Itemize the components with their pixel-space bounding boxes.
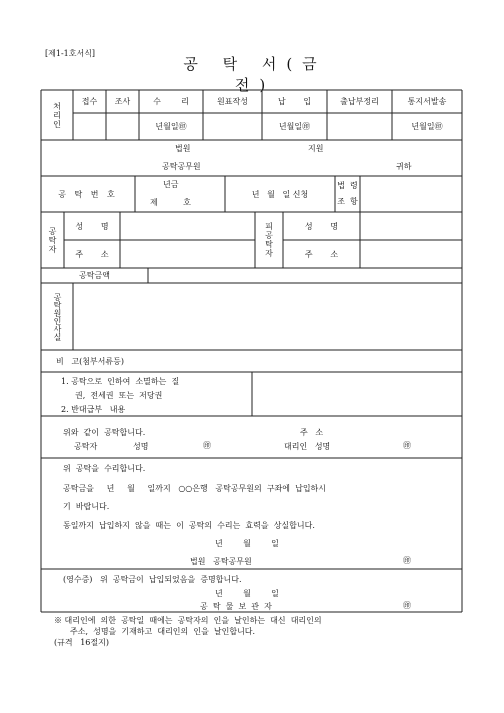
acceptance-officer: 법원 공탁공무원: [190, 557, 252, 566]
col-notice: 통지서발송: [407, 97, 447, 106]
agent-seal: ㊞: [403, 441, 411, 450]
court-label: 법원: [175, 144, 191, 153]
extinguished-line3: 2. 반대급부 내용: [61, 405, 126, 414]
officer-label: 공탁공무원: [162, 162, 201, 171]
keeper-seal: ㊞: [403, 601, 411, 610]
col-ledger: 원표작성: [217, 97, 248, 106]
depositee-name-label: 성 명: [304, 221, 339, 231]
deposit-no-label: 공 탁 번 호: [58, 189, 118, 199]
officer-seal: ㊞: [403, 556, 411, 565]
request-address-label: 주 소: [300, 428, 324, 437]
receipt-date: 년 월 일: [215, 589, 279, 598]
remarks-label: 비 고(첨부서류등): [56, 356, 124, 366]
footnote-spec: (규격 16절지): [54, 638, 109, 647]
acceptance-line2: 공탁금을 년 월 일까지 ○○은행 공탁공무원의 구좌에 납입하시: [63, 484, 327, 493]
col-investigation: 조사: [114, 97, 131, 106]
col-acceptance: 수 리: [153, 97, 189, 106]
depositor-label: 공탁자: [48, 226, 57, 254]
receipt-keeper: 공 탁 물 보 관 자: [200, 602, 272, 611]
branch-label: 지원: [308, 144, 324, 153]
footnote-line1: ※ 대리인에 의한 공탁일 때에는 공탁자의 인을 날인하는 대신 대리인의: [54, 616, 322, 625]
footnote-line2: 주소, 성명을 기재하고 대리인의 인을 날인합니다.: [70, 627, 256, 636]
acceptance-line4: 동일까지 납입하지 않을 때는 이 공탁의 수리는 효력을 상실합니다.: [63, 521, 315, 530]
date-stamp-notice: 년월일㊞: [411, 122, 443, 131]
request-text: 위와 같이 공탁합니다.: [63, 428, 146, 437]
date-stamp-payment: 년월일㊞: [278, 122, 311, 131]
depositor-name-label: 성 명: [75, 221, 109, 231]
date-stamp-acceptance: 년월일㊞: [155, 122, 187, 131]
year-label: 년금: [163, 180, 179, 189]
cause-label: 공탁원인사실: [53, 292, 62, 341]
depositor-address-label: 주 소: [75, 249, 109, 259]
col-payment: 납 입: [277, 97, 312, 106]
law-label: 법 령 조 항: [337, 181, 358, 206]
request-name-label: 성명: [133, 442, 149, 451]
application-date-label: 년 월 일 신청: [251, 189, 309, 199]
addressee-label: 귀하: [396, 162, 412, 171]
request-depositor-label: 공탁자: [74, 442, 98, 451]
processing-label: 처리인: [52, 101, 62, 129]
extinguished-line1: 1. 공탁으로 인하여 소멸하는 질: [61, 377, 180, 386]
request-agent-label: 대리인 성명: [284, 442, 331, 451]
form-code: [제1-1호서식]: [45, 49, 96, 58]
depositee-address-label: 주 소: [304, 249, 339, 259]
amount-label: 공탁금액: [79, 271, 110, 280]
depositee-label: 피공탁자: [264, 222, 274, 258]
depositor-seal: ㊞: [203, 441, 211, 450]
col-receipt: 접수: [81, 97, 98, 106]
page-title: 공 탁 서(금전): [183, 55, 327, 94]
acceptance-line1: 위 공탁을 수리합니다.: [63, 464, 146, 473]
acceptance-date: 년 월 일: [215, 539, 279, 548]
extinguished-line2: 권, 전세권 또는 저당권: [75, 391, 163, 400]
acceptance-line3: 기 바랍니다.: [63, 502, 110, 511]
receipt-line1: (영수증) 위 공탁금이 납입되었음을 증명합니다.: [63, 575, 242, 584]
number-label: 제 호: [150, 198, 191, 207]
col-cashbook: 출납부정리: [340, 97, 379, 106]
